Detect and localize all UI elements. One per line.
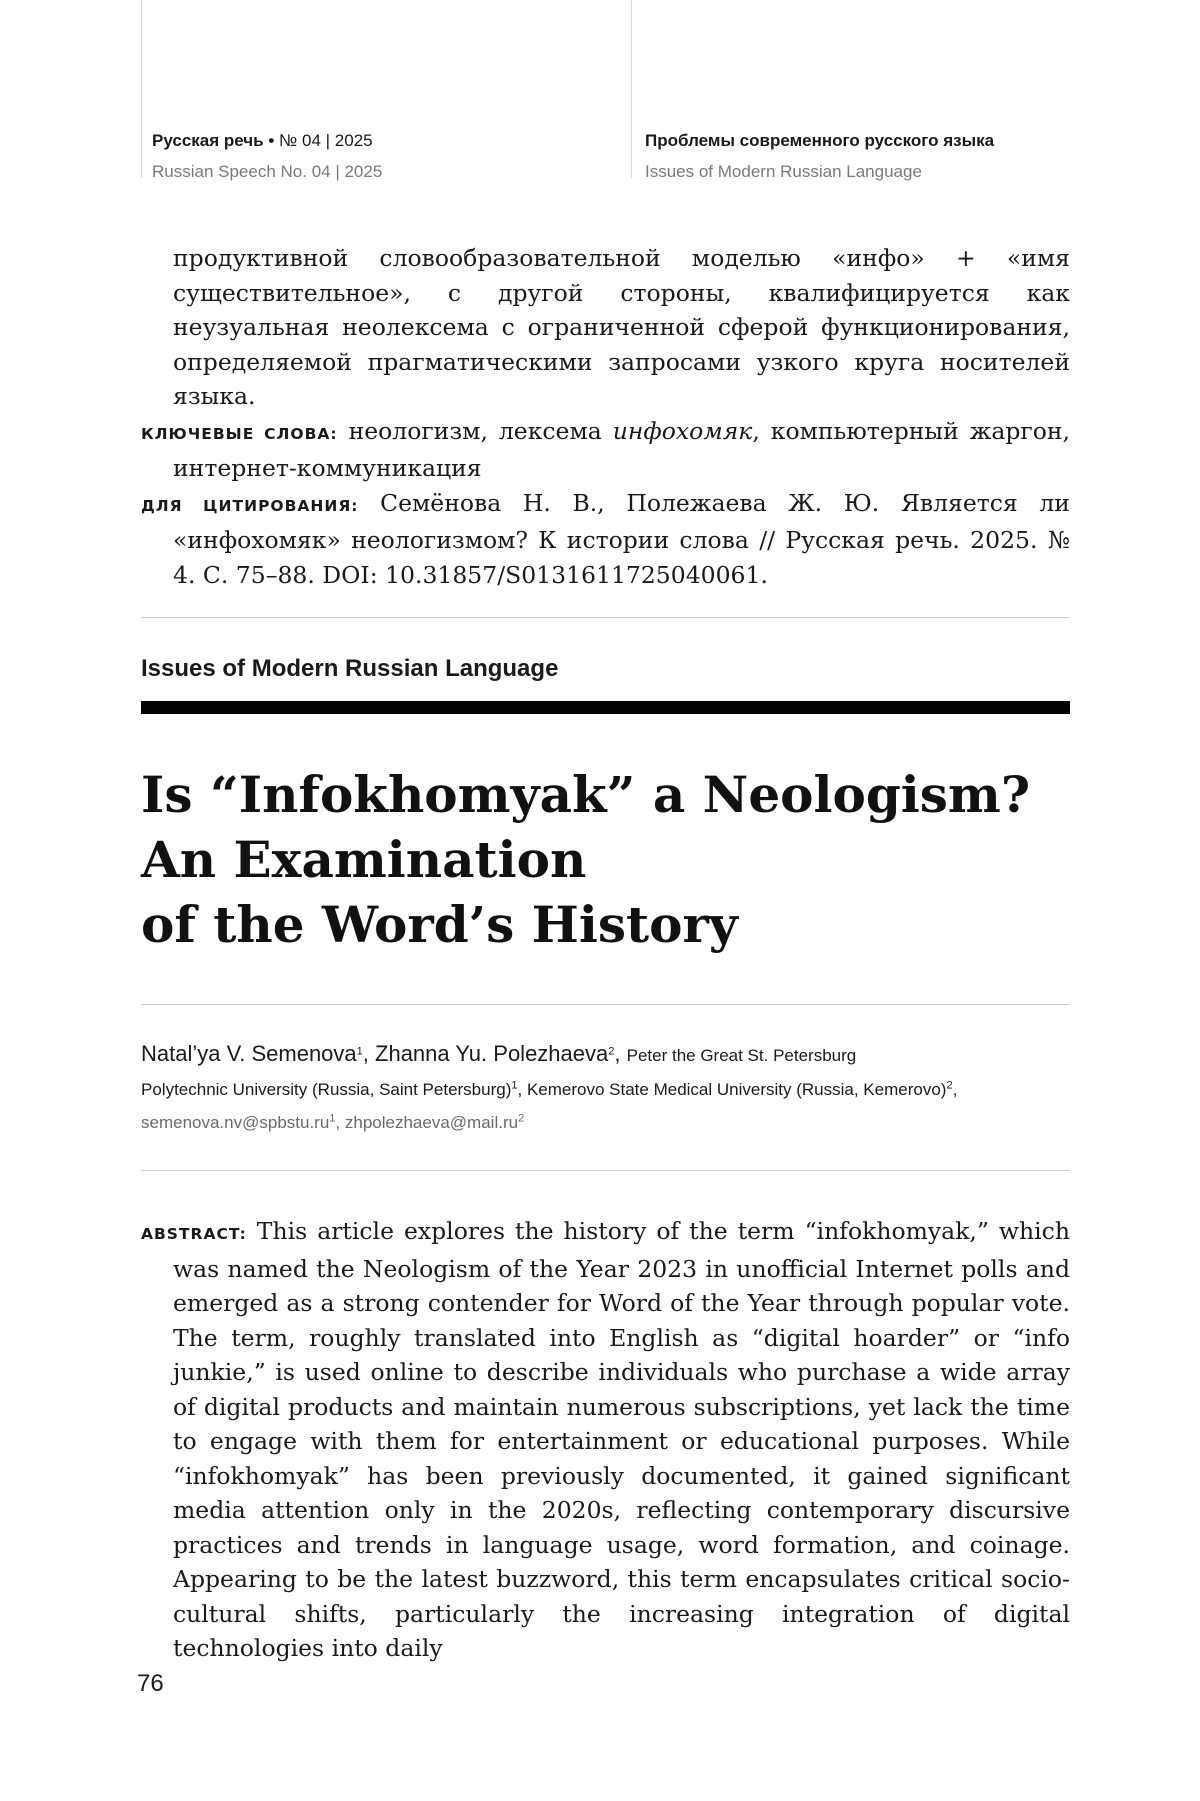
title-line-1: Is “Infokhomyak” a Neologism? bbox=[141, 765, 1031, 824]
abstract-text: This article explores the history of the term “infokhomyak,” which was named the Neologism of the Year 2023 in unofficial Internet polls and emerged as a strong contender for Word of the Year through popular vote. The term, roughly translated into English as “digital hoarder” or “info junkie,” is used online to describe individuals who purchase a wide array of digital products and maintain numerous subscriptions, yet lack the time to engage with them for entertainment or educational purposes. While “infokhomyak” has been previously documented, it gained significant media attention only in the 2020s, reflecting contemporary discursive practices and trends in language usage, word formation, and coinage. Appearing to be the latest buzzword, this term encapsulates critical socio-cultural shifts, particularly the increasing integration of digital technologies into daily bbox=[173, 1217, 1070, 1662]
section-name-en: Issues of Modern Russian Language bbox=[645, 162, 922, 181]
article-title bbox=[141, 762, 1091, 957]
affiliation-2: Kemerovo State Medical University (Russia, Kemerovo) bbox=[526, 1080, 947, 1099]
affiliation-1-part-b: Polytechnic University (Russia, Saint Petersburg) bbox=[141, 1080, 512, 1099]
citation-text: Семёнова Н. В., Полежаева Ж. Ю. Является ли «инфохомяк» неологизмом? К истории слова // Русская речь. 2025. № 4. С. 75–88. DOI: 10.31857/S0131611725040061. bbox=[173, 488, 1070, 589]
affiliation-1-sup: 1 bbox=[511, 1079, 518, 1092]
email-1[interactable]: semenova.nv@spbstu.ru bbox=[141, 1113, 330, 1132]
running-header-left bbox=[152, 125, 382, 187]
email-2-sup: 2 bbox=[518, 1112, 525, 1125]
section-name-ru: Проблемы современного русского языка bbox=[645, 131, 995, 150]
email-1-sup: 1 bbox=[329, 1112, 336, 1125]
author-1-sup: 1 bbox=[356, 1045, 363, 1058]
keywords-italic-term: инфохомяк bbox=[612, 416, 753, 445]
affiliation-1-part-a: Peter the Great St. Petersburg bbox=[626, 1046, 857, 1065]
header-divider-left bbox=[141, 0, 142, 178]
divider-top bbox=[141, 617, 1070, 618]
authors-block: Natal’ya V. Semenova$^1$, Zhanna Yu. Polezhaeva$^2$, Peter the Great St. Petersburg Polytechnic University (Russia, Saint Petersburg)$^1$, Kemerovo State Medical University (Russia, Kemerovo)$^2$, $semenova.nv@spbstu.ru^1$, $zhpolezhaeva@mail.ru^2$ bbox=[141, 1041, 958, 1132]
section-rule bbox=[141, 701, 1070, 714]
author-1: Natal’ya V. Semenova bbox=[141, 1041, 357, 1066]
affiliation-2-sup: 2 bbox=[946, 1079, 953, 1092]
journal-name-ru: Русская речь bbox=[152, 131, 264, 150]
page-number: 76 bbox=[137, 1670, 164, 1697]
email-2[interactable]: zhpolezhaeva@mail.ru bbox=[344, 1113, 519, 1132]
running-header-right bbox=[645, 125, 994, 187]
abstract-label: ABSTRACT: bbox=[141, 1225, 247, 1243]
abstract-ru-tail: продуктивной словообразовательной моделью «инфо» + «имя существительное», с другой стороны, квалифицируется как неузуальная неолексема с ограниченной сферой функционирования, определяемой прагматическими запросами узкого круга носителей языка. bbox=[173, 244, 1070, 410]
citation-label: ДЛЯ ЦИТИРОВАНИЯ: bbox=[141, 496, 359, 515]
divider-above-authors bbox=[141, 1004, 1070, 1005]
title-line-3: of the Word’s History bbox=[141, 895, 738, 954]
abstract-paragraph bbox=[141, 1214, 1070, 1666]
bullet-separator: • bbox=[268, 131, 275, 150]
section-label-en: Issues of Modern Russian Language bbox=[141, 655, 559, 682]
author-2: Zhanna Yu. Polezhaeva bbox=[375, 1041, 609, 1066]
citation-ru bbox=[141, 486, 1070, 593]
keywords-label: КЛЮЧЕВЫЕ СЛОВА: bbox=[141, 424, 338, 443]
issue-number-ru: № 04 | 2025 bbox=[279, 131, 373, 150]
keywords-ru bbox=[141, 414, 1070, 486]
header-divider-right bbox=[631, 0, 632, 178]
journal-name-en: Russian Speech No. 04 | 2025 bbox=[152, 162, 383, 181]
author-2-sup: 2 bbox=[608, 1045, 615, 1058]
english-abstract bbox=[141, 1214, 1070, 1666]
title-line-2: An Examination bbox=[141, 830, 587, 889]
divider-above-abstract bbox=[141, 1170, 1070, 1171]
keywords-text-after: , компьютерный жаргон, интернет-коммуникация bbox=[173, 416, 1070, 482]
keywords-text-before: неологизм, лексема bbox=[348, 416, 602, 445]
russian-abstract-continuation bbox=[141, 241, 1070, 592]
